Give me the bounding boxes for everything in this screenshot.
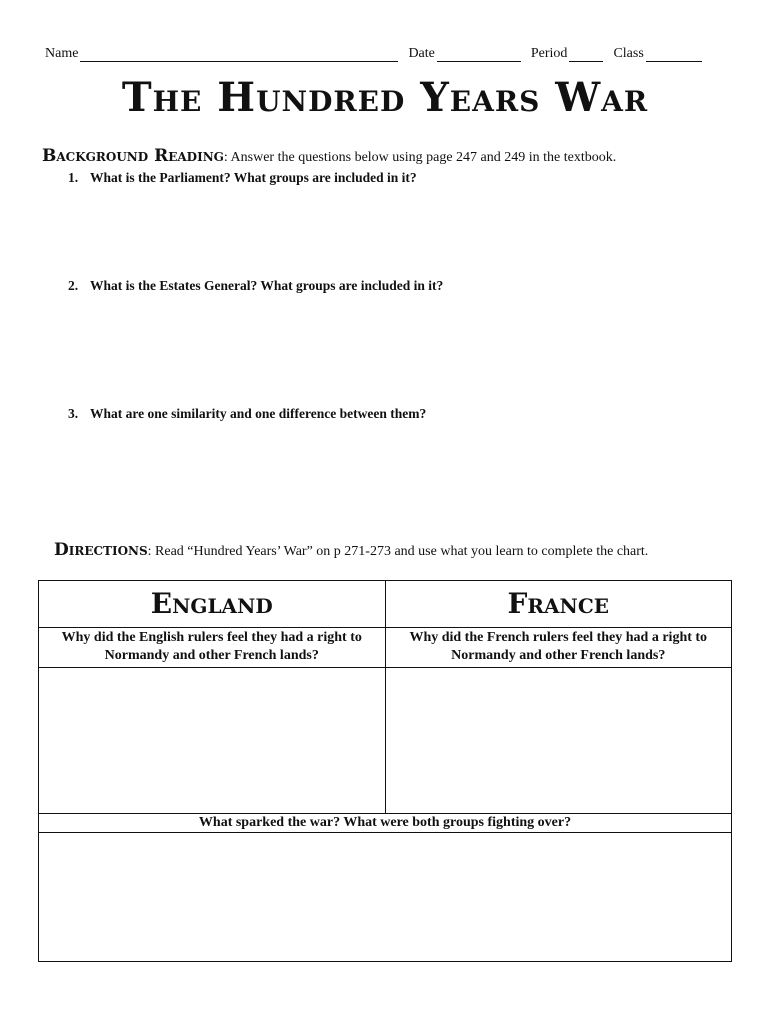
- background-instructions: : Answer the questions below using page 247 and 249 in the textbook.: [223, 150, 617, 165]
- name-label: Name: [45, 46, 79, 61]
- question-2: 2. What is the Estates General? What groups are included in it?: [68, 278, 444, 293]
- question-3: 3. What are one similarity and one difference between them?: [68, 406, 427, 421]
- directions-heading: Directions: [54, 540, 148, 560]
- name-field[interactable]: [80, 47, 398, 62]
- background-reading: [42, 146, 616, 166]
- question-1: 1. What is the Parliament? What groups are included in it?: [68, 170, 417, 185]
- war-answer-box[interactable]: [39, 833, 732, 962]
- date-label: Date: [408, 46, 435, 61]
- class-field[interactable]: [646, 47, 702, 62]
- background-heading: Background Reading: [42, 146, 224, 166]
- france-header: France: [385, 581, 732, 628]
- france-answer-box[interactable]: [385, 668, 732, 814]
- header-fields: [45, 46, 725, 62]
- war-question: What sparked the war? What were both groups fighting over?: [39, 814, 732, 833]
- period-field[interactable]: [569, 47, 603, 62]
- date-field[interactable]: [437, 47, 521, 62]
- england-header: England: [39, 581, 386, 628]
- period-label: Period: [530, 46, 568, 61]
- directions-text: : Read “Hundred Years’ War” on p 271-273 and use what you learn to complete the chart.: [147, 544, 649, 559]
- page-title: The Hundred Years War: [121, 74, 649, 121]
- directions: [54, 540, 648, 560]
- france-question: Why did the French rulers feel they had a right to Normandy and other French lands?: [385, 628, 732, 668]
- england-answer-box[interactable]: [39, 668, 386, 814]
- comparison-chart: [38, 580, 732, 962]
- england-question: Why did the English rulers feel they had a right to Normandy and other French lands?: [39, 628, 386, 668]
- class-label: Class: [613, 46, 644, 61]
